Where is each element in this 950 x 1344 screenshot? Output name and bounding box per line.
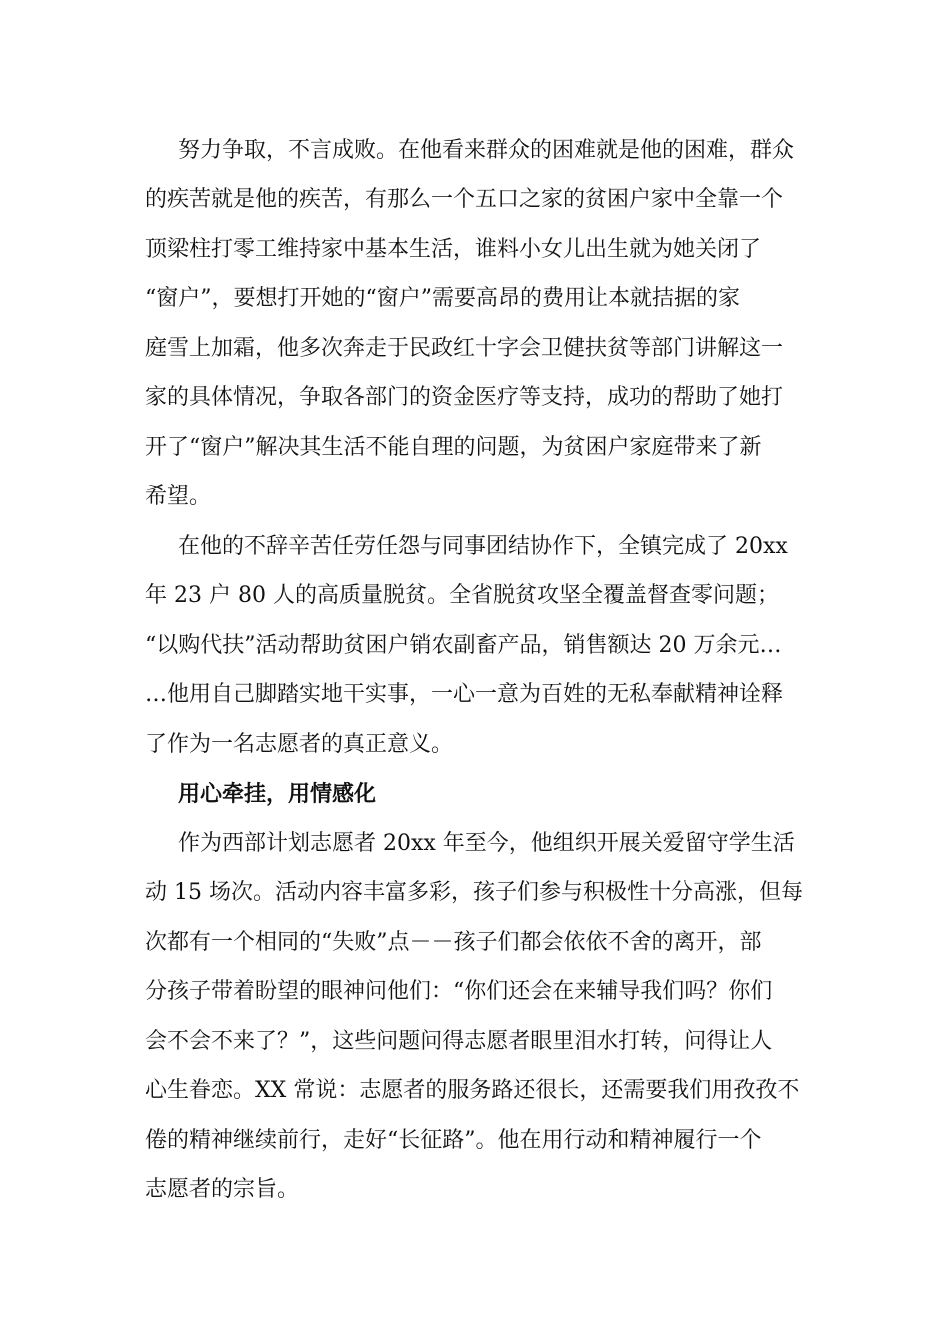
- paragraph-3-line-1: 作为西部计划志愿者 20xx 年至今，他组织开展关爱留守学生活: [178, 831, 795, 856]
- paragraph-1-line-7: 开了“窗户”解决其生活不能自理的问题，为贫困户家庭带来了新: [145, 435, 762, 460]
- paragraph-2-line-4: …他用自己脚踏实地干实事，一心一意为百姓的无私奉献精神诠释: [145, 682, 784, 707]
- paragraph-3-line-5: 会不会不来了？”，这些问题问得志愿者眼里泪水打转，问得让人: [145, 1029, 773, 1054]
- paragraph-1-line-8: 希望。: [145, 484, 212, 509]
- paragraph-2-line-5: 了作为一名志愿者的真正意义。: [145, 732, 454, 757]
- section-heading: 用心牵挂，用情感化: [178, 781, 377, 807]
- paragraph-2-line-3: “以购代扶”活动帮助贫困户销农副畜产品，销售额达 20 万余元…: [145, 633, 782, 658]
- paragraph-1-line-1: 努力争取，不言成败。在他看来群众的困难就是他的困难，群众: [178, 138, 795, 163]
- paragraph-3-line-8: 志愿者的宗旨。: [145, 1177, 300, 1202]
- paragraph-1-line-6: 家的具体情况，争取各部门的资金医疗等支持，成功的帮助了她打: [145, 385, 784, 410]
- paragraph-1-line-5: 庭雪上加霜，他多次奔走于民政红十字会卫健扶贫等部门讲解这一: [145, 336, 784, 361]
- paragraph-1-line-4: “窗户”，要想打开她的“窗户”需要高昂的费用让本就拮据的家: [145, 286, 740, 311]
- paragraph-3-line-3: 次都有一个相同的“失败”点－－孩子们都会依依不舍的离开，部: [145, 930, 762, 955]
- paragraph-2-line-2: 年 23 户 80 人的高质量脱贫。全省脱贫攻坚全覆盖督查零问题；: [145, 583, 779, 608]
- paragraph-1-line-2: 的疾苦就是他的疾苦，有那么一个五口之家的贫困户家中全靠一个: [145, 187, 784, 212]
- paragraph-3-line-7: 倦的精神继续前行，走好“长征路”。他在用行动和精神履行一个: [145, 1128, 762, 1153]
- paragraph-3-line-6: 心生眷恋。XX 常说：志愿者的服务路还很长，还需要我们用孜孜不: [145, 1078, 800, 1103]
- paragraph-1-line-3: 顶梁柱打零工维持家中基本生活，谁料小女儿出生就为她关闭了: [145, 237, 762, 262]
- paragraph-2-line-1: 在他的不辞辛苦任劳任怨与同事团结协作下，全镇完成了 20xx: [178, 534, 788, 559]
- paragraph-3-line-2: 动 15 场次。活动内容丰富多彩，孩子们参与积极性十分高涨，但每: [145, 880, 803, 905]
- paragraph-3-line-4: 分孩子带着盼望的眼神问他们：“你们还会在来辅导我们吗？你们: [145, 979, 773, 1004]
